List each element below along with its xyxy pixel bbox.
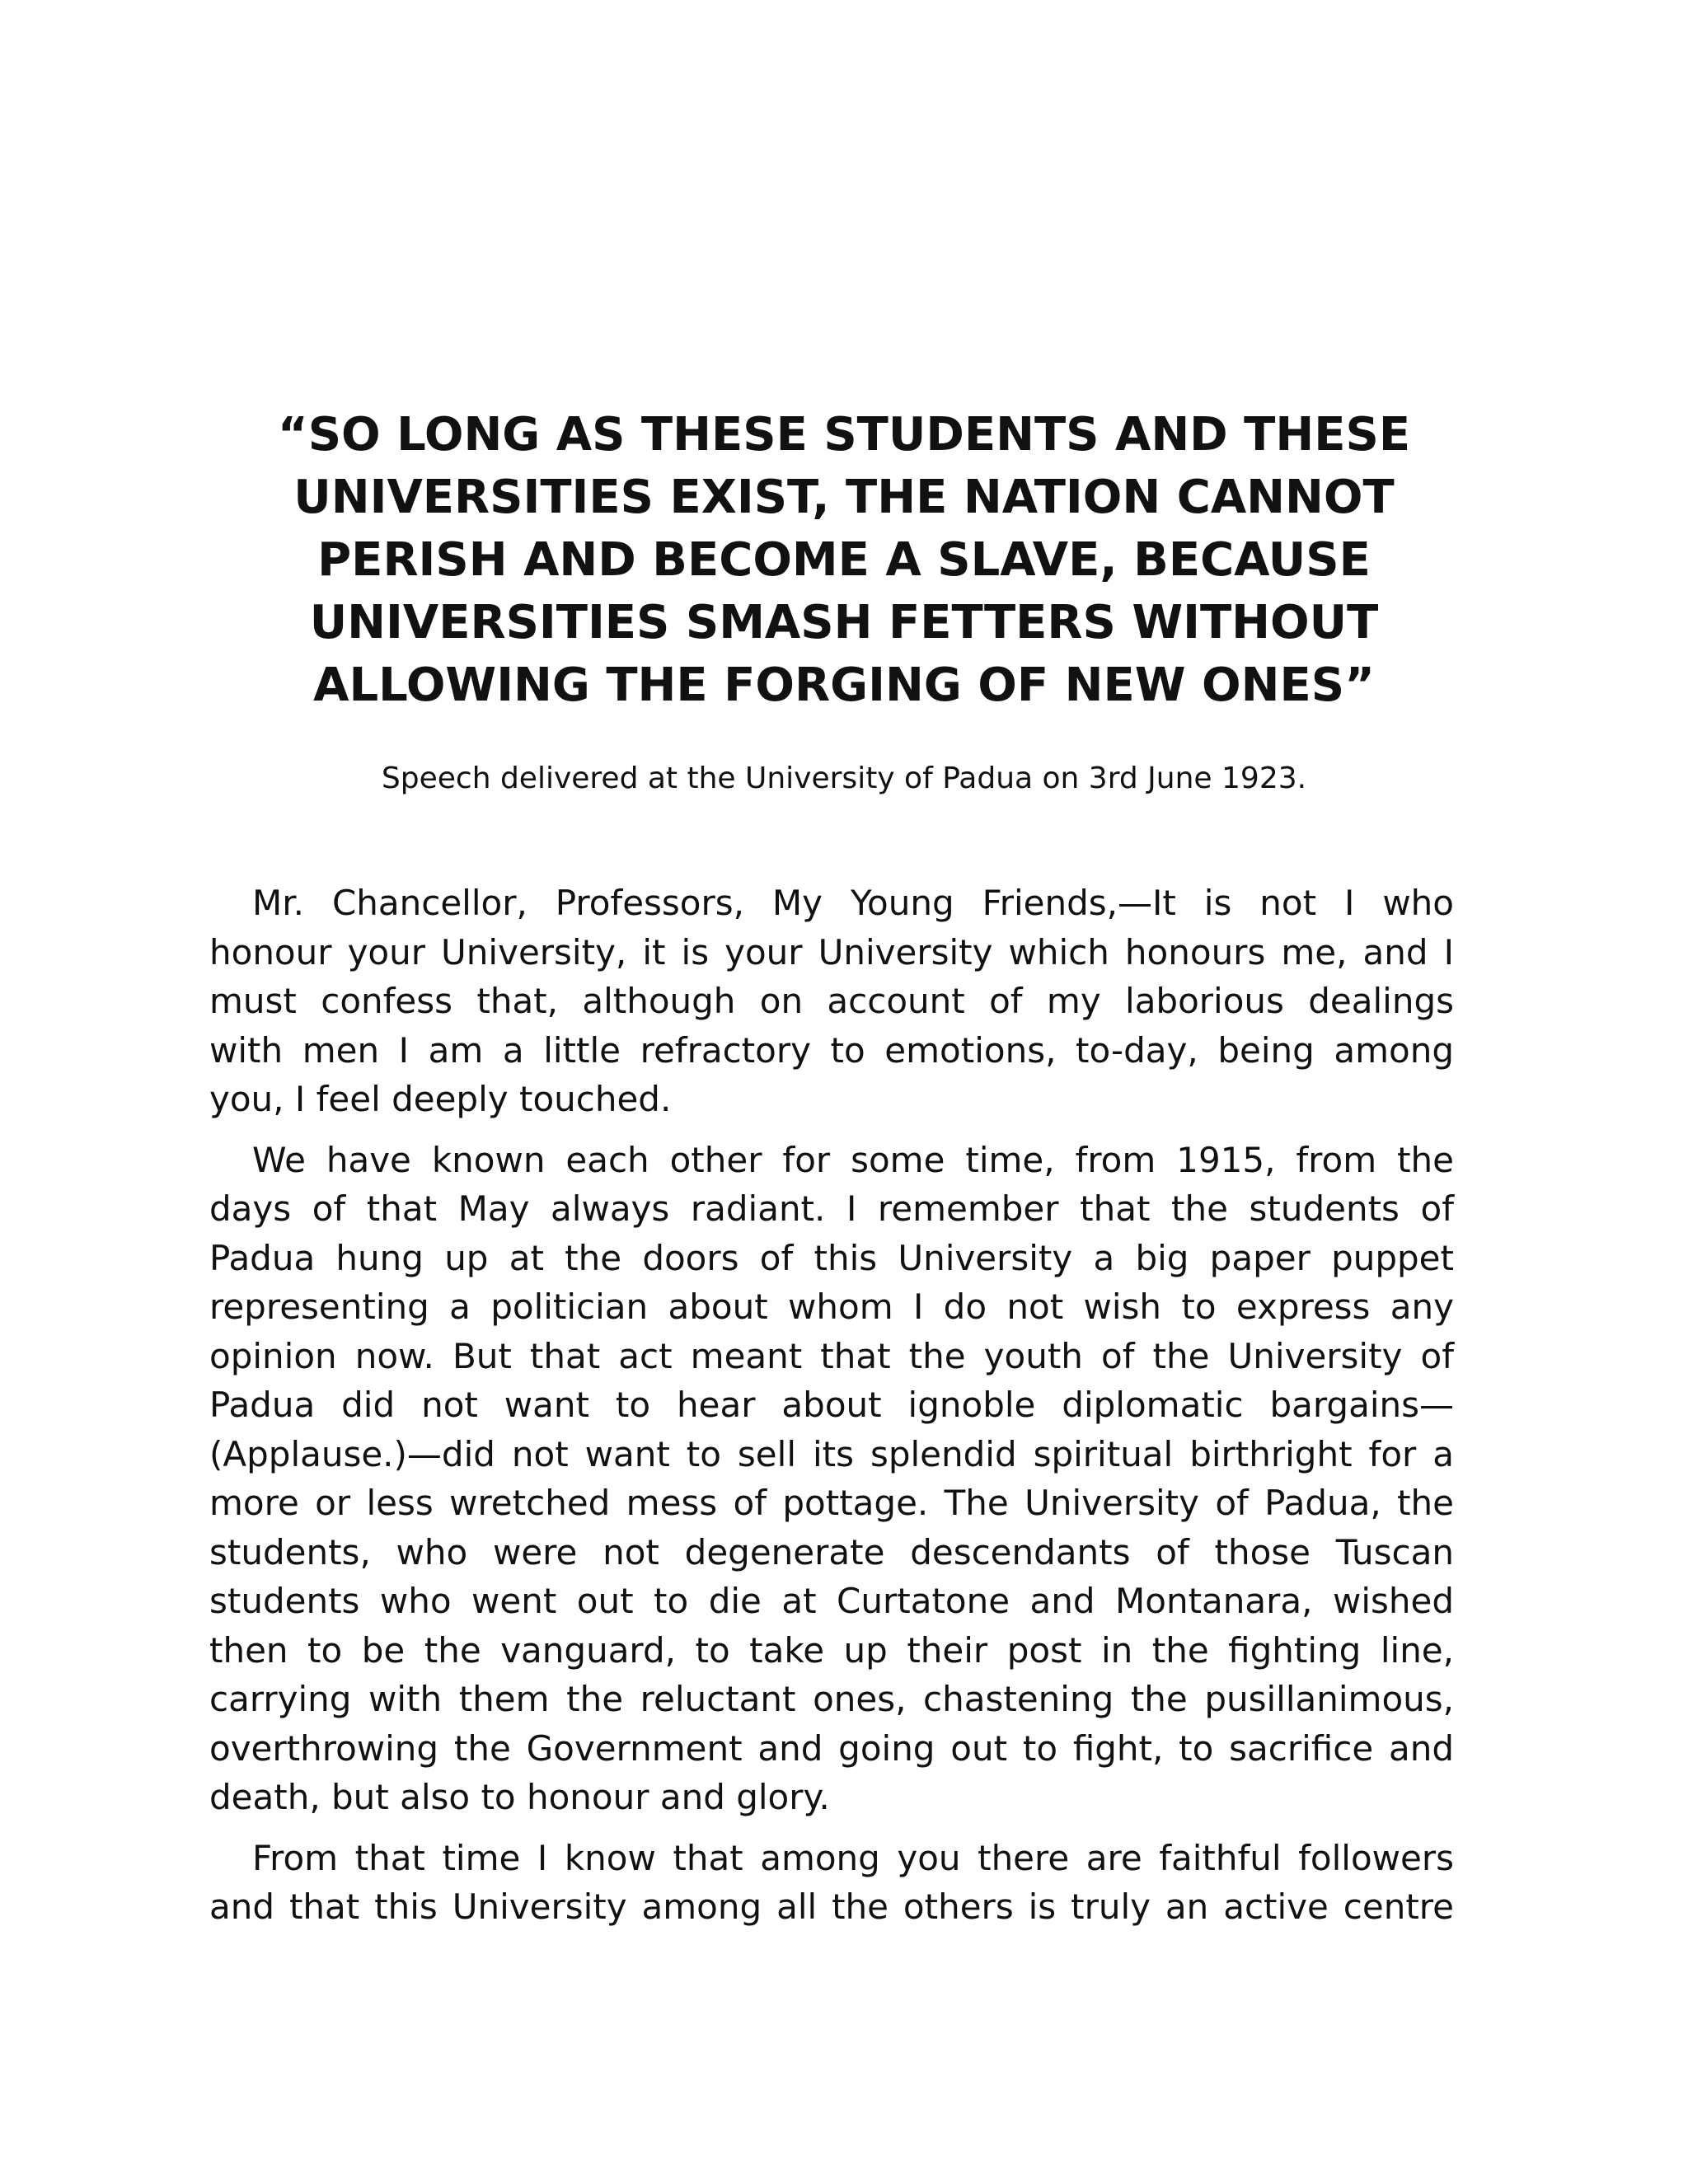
title-line: PERISH AND BECOME A SLAVE, BECAUSE [317,533,1371,587]
text-line: you, I feel deeply touched. [209,1079,672,1119]
text-line: death, but also to honour and glory. [209,1777,830,1817]
text-line: students, who were not degenerate descendants of those Tuscan [209,1531,1454,1572]
text-line: students who went out to die at Curtatone and Montanara, wished [209,1581,1454,1621]
text-line: carrying with them the reluctant ones, chastening the pusillanimous, [209,1679,1454,1719]
text-line: and that this University among all the others is truly an active centre [209,1886,1454,1927]
text-line: Padua did not want to hear about ignoble diplomatic bargains— [209,1385,1454,1425]
text-line: Padua hung up at the doors of this University a big paper puppet [209,1237,1454,1278]
title-line: “SO LONG AS THESE STUDENTS AND THESE [277,408,1411,462]
title-line: UNIVERSITIES SMASH FETTERS WITHOUT [309,596,1379,649]
text-line: more or less wretched mess of pottage. The University of Padua, the [209,1483,1454,1523]
text-line: then to be the vanguard, to take up their post in the fighting line, [209,1629,1454,1671]
text-line: opinion now. But that act meant that the youth of the University of [209,1335,1454,1376]
paragraph-3 [209,1834,1454,1932]
body-text [209,879,1454,1943]
text-line: (Applause.)—did not want to sell its splendid spiritual birthright for a [209,1433,1454,1474]
text-line: We have known each other for some time, from 1915, from the [252,1139,1454,1180]
paragraph-1 [209,879,1454,1124]
text-line: must confess that, although on account of my laborious dealings [209,981,1454,1021]
text-line: representing a politician about whom I do not wish to express any [209,1286,1454,1327]
title-line: UNIVERSITIES EXIST, THE NATION CANNOT [293,471,1395,524]
text-line: From that time I know that among you there are faithful followers [252,1837,1454,1878]
text-line: Mr. Chancellor, Professors, My Young Friends,—It is not I who [252,883,1454,923]
text-line: overthrowing the Government and going out to fight, to sacrifice and [209,1727,1454,1769]
speech-subtitle: Speech delivered at the University of Padua on 3rd June 1923. [381,762,1307,795]
text-line: with men I am a little refractory to emotions, to-day, being among [209,1029,1454,1071]
text-line: days of that May always radiant. I remember that the students of [209,1188,1454,1229]
paragraph-2 [209,1136,1454,1822]
text-line: honour your University, it is your University which honours me, and I [209,931,1454,972]
chapter-title [165,404,1523,717]
title-line: ALLOWING THE FORGING OF NEW ONES” [313,658,1375,712]
